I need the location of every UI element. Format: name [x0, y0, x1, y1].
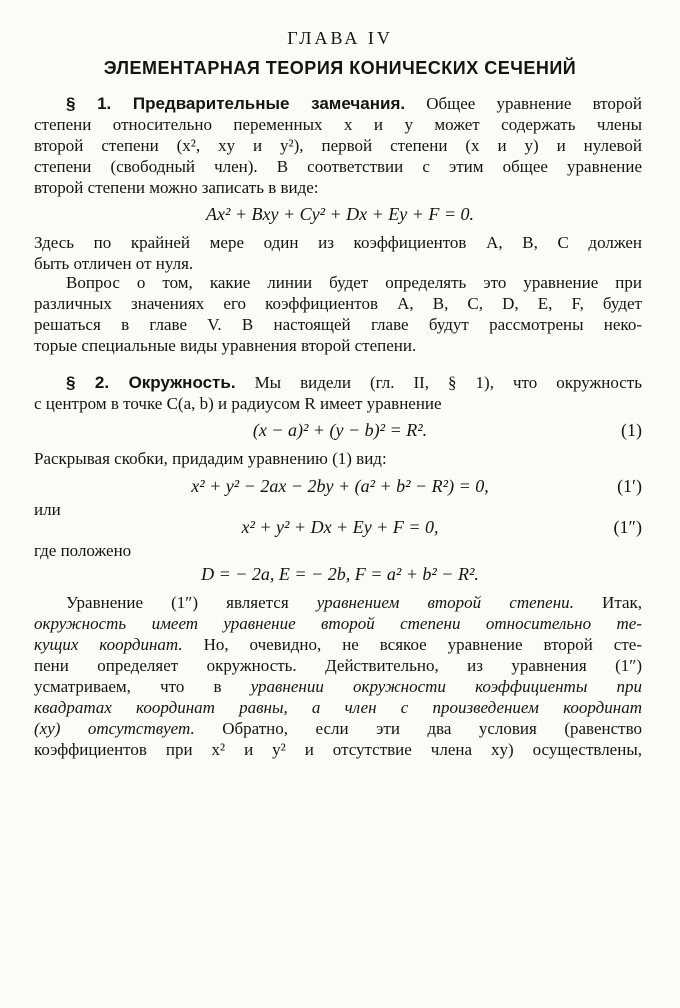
chapter-label: ГЛАВА IV [287, 28, 393, 48]
text-line: квадратах координат равны, а член с произведением координат [34, 698, 642, 717]
general-equation: Ax² + Bxy + Cy² + Dx + Ey + F = 0. [205, 204, 475, 224]
text-line: Раскрывая скобки, придадим уравнению (1) вид: [34, 449, 387, 468]
text-line: Вопрос о том, какие линии будет определять это уравнение при [66, 273, 642, 292]
text-line: степени относительно переменных x и y может содержать члены [34, 115, 642, 134]
text-line: Здесь по крайней мере один из коэффициентов A, B, C должен [34, 233, 642, 252]
text-line: различных значениях его коэффициентов A, B, C, D, E, F, будет [34, 294, 642, 313]
text-line: кущих координат. Но, очевидно, не всякое уравнение второй сте- [34, 635, 642, 654]
chapter-title: ЭЛЕМЕНТАРНАЯ ТЕОРИЯ КОНИЧЕСКИХ СЕЧЕНИЙ [103, 58, 577, 78]
text-line: второй степени (x², xy и y²), первой степени (x и y) и нулевой [34, 136, 642, 155]
equation-1-prime: x² + y² − 2ax − 2by + (a² + b² − R²) = 0, [191, 476, 489, 496]
text-line: окружность имеет уравнение второй степени относительно те- [34, 614, 642, 633]
text-line: усматриваем, что в уравнении окружности коэффициенты при [34, 677, 643, 696]
text-line: решаться в главе V. В настоящей главе будут рассмотрены неко- [34, 315, 642, 334]
equation-1-double-prime-number: (1″) [613, 517, 642, 537]
text-line: где положено [34, 541, 132, 560]
text-line: второй степени можно записать в виде: [34, 178, 319, 197]
text-line: быть отличен от нуля. [34, 254, 194, 273]
text-line: степени (свободный член). В соответствии с этим общее уравнение [34, 157, 642, 176]
text-line: с центром в точке C(a, b) и радиусом R имеет уравнение [34, 394, 442, 413]
section-1-heading: § 1. Предварительные замечания. [66, 94, 406, 113]
section-2-first-line: § 2. Окружность. Мы видели (гл. II, § 1), что окружность [66, 373, 642, 392]
section-1-first-line: § 1. Предварительные замечания. Общее уравнение второй [66, 94, 642, 113]
equation-1-number: (1) [621, 420, 642, 440]
text-line: Уравнение (1″) является уравнением второй степени. Итак, [66, 593, 643, 612]
equation-1: (x − a)² + (y − b)² = R². [252, 420, 428, 440]
coefficient-definitions: D = − 2a, E = − 2b, F = a² + b² − R². [201, 564, 479, 584]
equation-1-prime-number: (1′) [617, 476, 642, 496]
text-line: торые специальные виды уравнения второй степени. [34, 336, 417, 355]
text-line: (xy) отсутствует. Обратно, если эти два условия (равенство [34, 719, 642, 738]
text-line: коэффициентов при x² и y² и отсутствие члена xy) осуществлены, [34, 740, 642, 759]
equation-1-double-prime: x² + y² + Dx + Ey + F = 0, [241, 517, 439, 537]
text-line: или [34, 500, 61, 519]
section-2-heading: § 2. Окружность. [66, 373, 236, 392]
text-line: пени определяет окружность. Действительно, из уравнения (1″) [34, 656, 642, 675]
